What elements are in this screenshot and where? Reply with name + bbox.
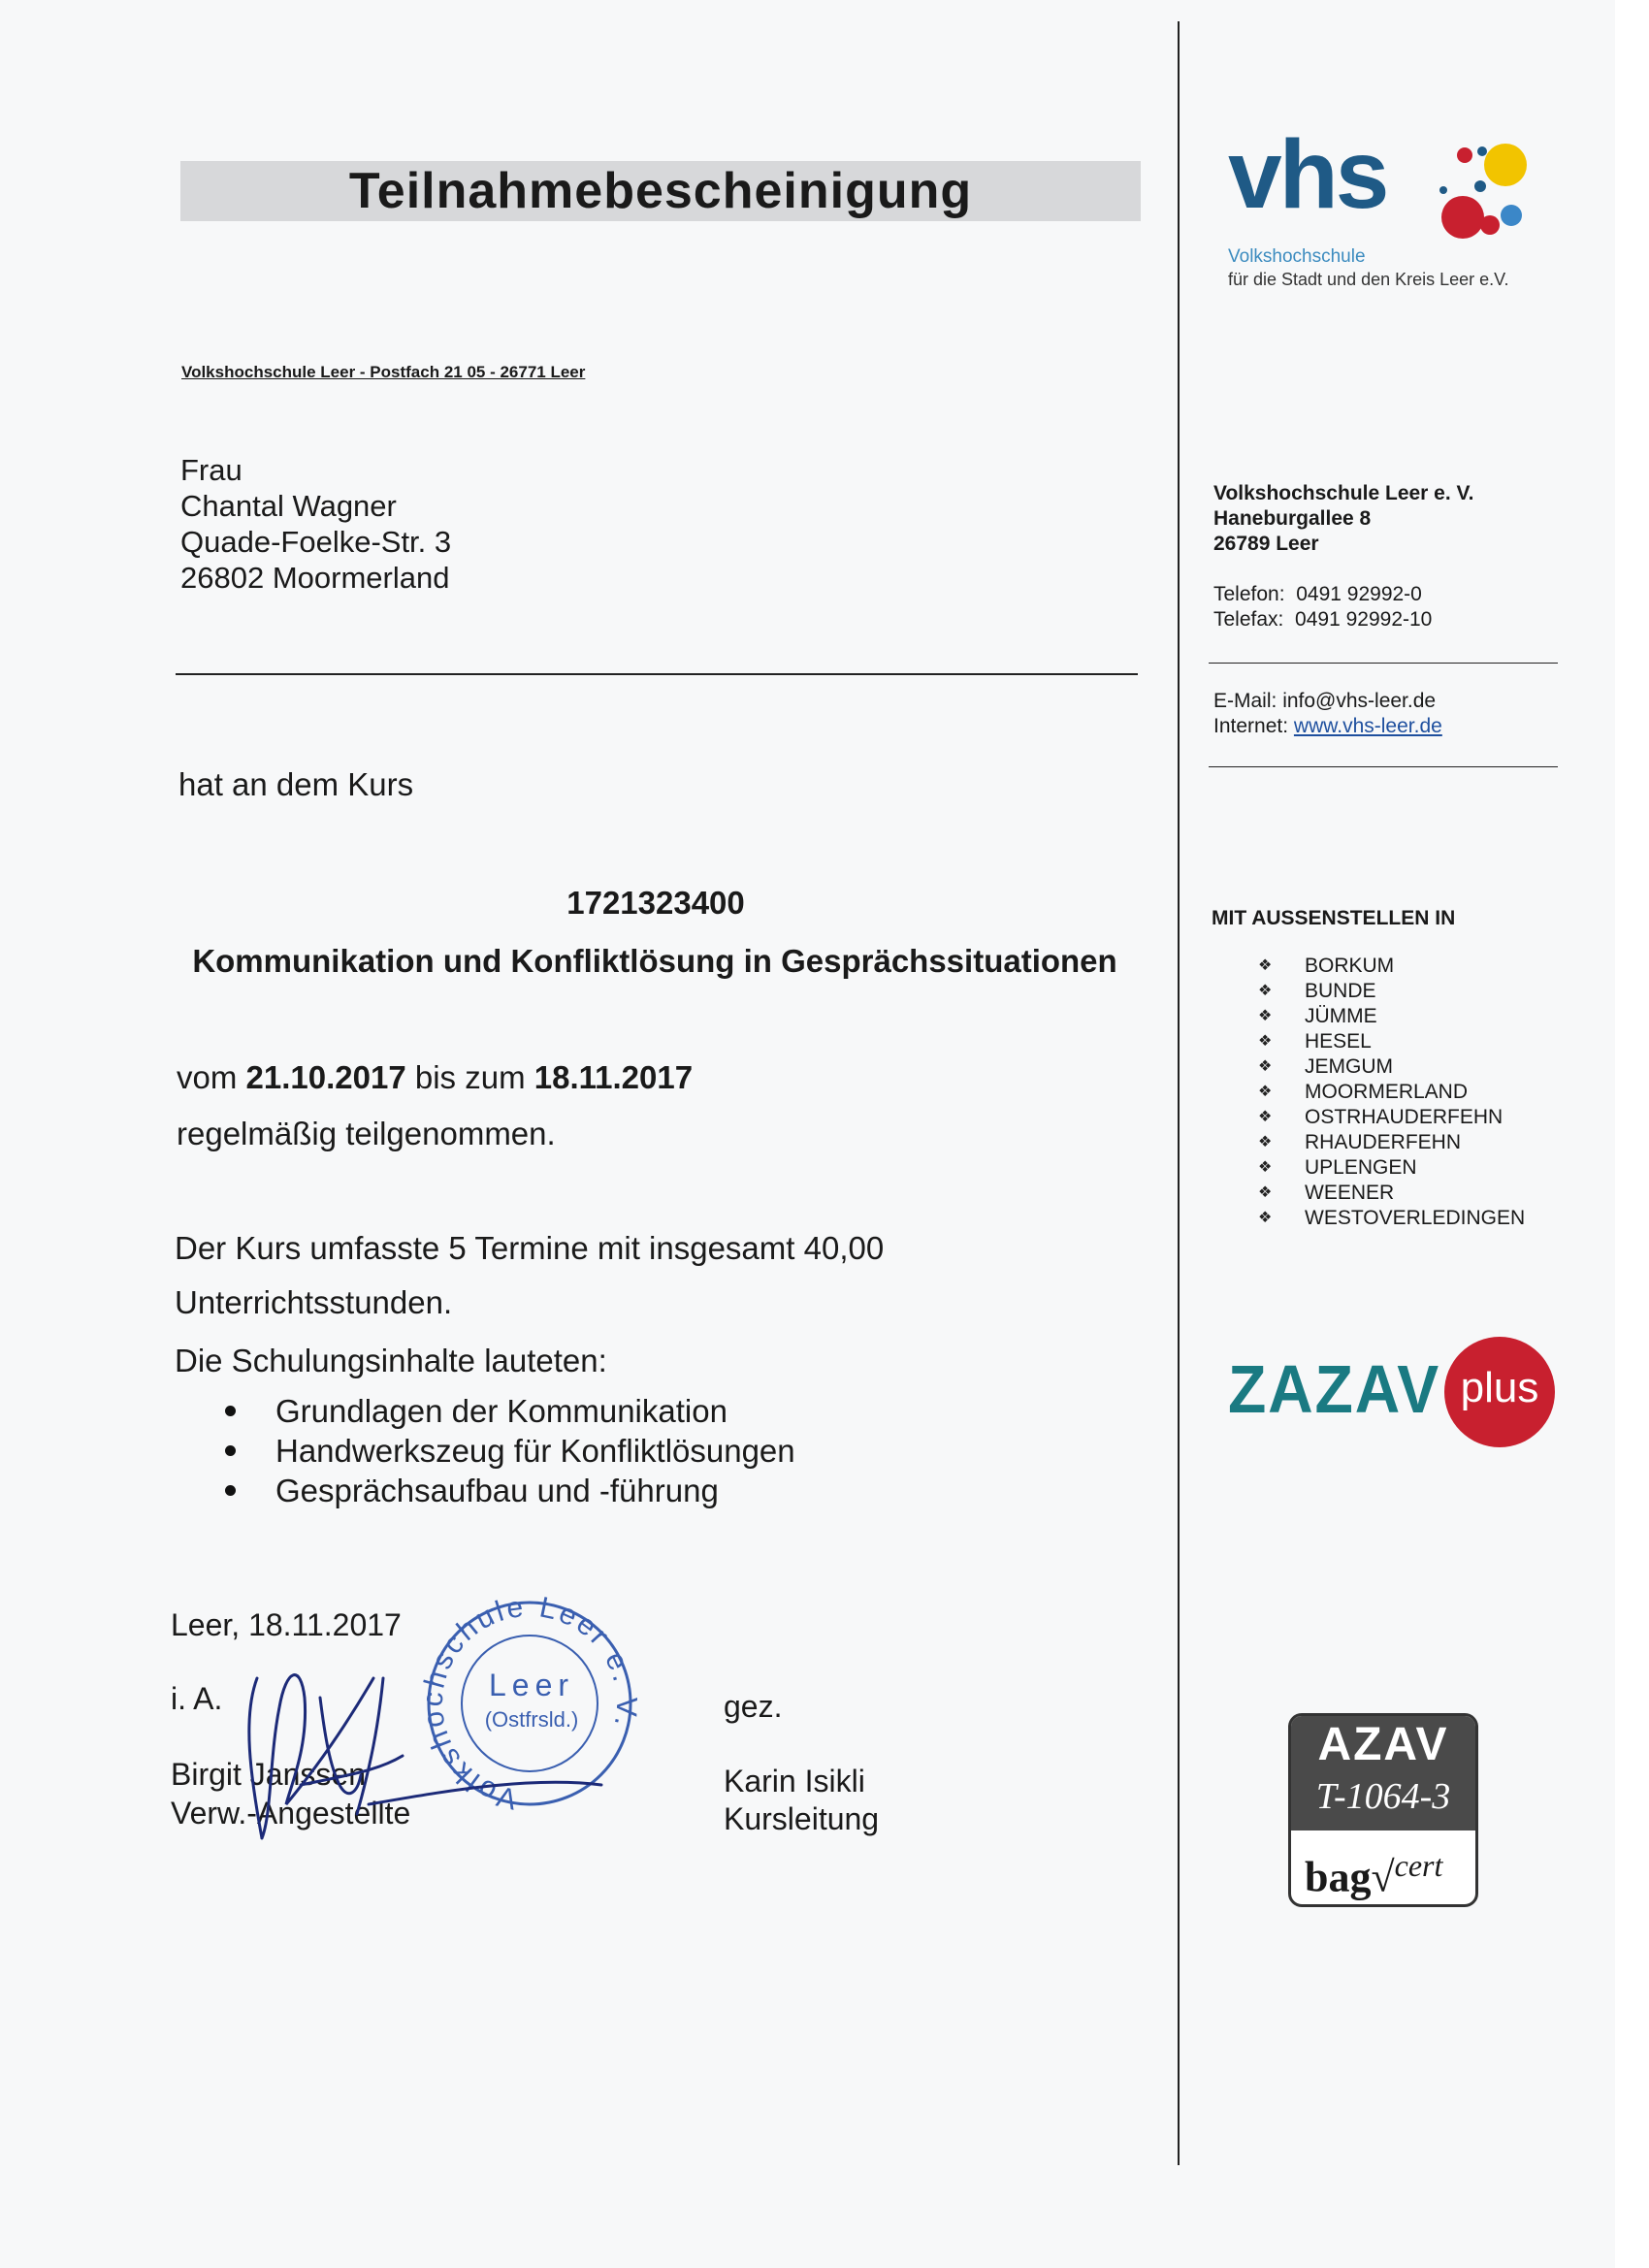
list-item: ❖ HESEL [1258,1030,1372,1053]
list-item [225,1471,795,1510]
azav-certificate-badge [1288,1713,1478,1907]
diamond-bullet-icon: ❖ [1258,1109,1273,1125]
from-date: 21.10.2017 [245,1059,406,1095]
vhs-logo-line1: Volkshochschule [1228,246,1366,267]
vhs-logo-text: vhs [1228,120,1387,229]
branches-list [1258,954,1525,1231]
bullet-icon [225,1406,236,1416]
to-label: bis zum [414,1059,526,1095]
sidebar-address [1213,481,1473,557]
phone-label: Telefon: [1213,583,1285,605]
bullet-icon [225,1485,236,1496]
fax-number: 0491 92992-10 [1295,608,1433,631]
diamond-bullet-icon: ❖ [1258,1184,1273,1201]
recipient-address [180,452,451,596]
list-item: ❖ BUNDE [1258,980,1376,1002]
list-item: ❖ BORKUM [1258,955,1395,977]
stamp-ring-textpath: Volkshochschule Leer e. V. [416,1591,643,1810]
recipient-street: Quade-Foelke-Str. 3 [180,525,452,559]
list-item-text: Handwerkszeug für Konfliktlösungen [275,1433,795,1469]
internet-label: Internet: [1213,715,1289,737]
azav-badge-header [1291,1716,1475,1831]
sidebar-online [1213,689,1442,739]
list-item-text: Grundlagen der Kommunikation [275,1393,728,1429]
azav-cert-number: T-1064-3 [1315,1776,1451,1817]
sidebar-divider [1178,21,1180,2165]
diamond-bullet-icon: ❖ [1258,957,1273,974]
leader-name: Karin Isikli [724,1764,865,1798]
list-item: ❖ RHAUDERFEHN [1258,1131,1462,1153]
check-radical-icon: √ [1371,1853,1395,1901]
course-name: Kommunikation und Konfliktlösung in Gesprächssituationen [192,943,1117,979]
azav-title: AZAV [1317,1719,1449,1770]
email-label: E-Mail: [1213,690,1277,712]
bagcert-logo [1291,1831,1475,1907]
diamond-bullet-icon: ❖ [1258,1134,1273,1150]
recipient-salutation: Frau [180,453,242,487]
list-item-text: Gesprächsaufbau und -führung [275,1473,719,1508]
contents-list [225,1391,795,1510]
to-date: 18.11.2017 [534,1059,694,1095]
course-number: 1721323400 [566,885,745,921]
list-item: ❖ OSTRHAUDERFEHN [1258,1106,1504,1128]
website-link[interactable]: www.vhs-leer.de [1293,715,1442,737]
fax-label: Telefax: [1213,608,1284,631]
signer-name: Birgit Janssen [171,1757,366,1792]
gez-label: gez. [724,1689,783,1724]
list-item: ❖ MOORMERLAND [1258,1081,1469,1103]
branches-title: MIT AUSSENSTELLEN IN [1212,907,1456,929]
vhs-logo-dots-icon [1422,136,1538,252]
diamond-bullet-icon: ❖ [1258,1058,1273,1075]
cert-text: cert [1394,1848,1443,1883]
course-intro: hat an dem Kurs [178,766,414,802]
recipient-name: Chantal Wagner [180,489,397,523]
bullet-icon [225,1445,236,1456]
participation-text: regelmäßig teilgenommen. [177,1116,556,1151]
place-date: Leer, 18.11.2017 [171,1607,402,1642]
document-title: Teilnahmebescheinigung [348,163,973,219]
list-item: ❖ WEENER [1258,1182,1395,1204]
list-item [225,1391,795,1431]
list-item: ❖ JEMGUM [1258,1055,1393,1078]
recipient-city: 26802 Moormerland [180,561,450,595]
contents-label: Die Schulungsinhalte lauteten: [175,1343,607,1378]
sender-line: Volkshochschule Leer - Postfach 21 05 - 26771 Leer [181,363,586,381]
email-value: info@vhs-leer.de [1282,690,1437,712]
list-item: ❖ WESTOVERLEDINGEN [1258,1207,1526,1229]
list-item: ❖ JÜMME [1258,1005,1377,1027]
sidebar-org-name: Volkshochschule Leer e. V. [1213,482,1474,504]
zazav-plus-text: plus [1460,1364,1539,1411]
from-label: vom [177,1059,238,1095]
signer-role: Verw.-Angestellte [171,1796,411,1831]
sidebar-street: Haneburgallee 8 [1213,507,1372,530]
list-item: ❖ UPLENGEN [1258,1156,1417,1179]
diamond-bullet-icon: ❖ [1258,1084,1273,1100]
address-divider [176,673,1138,675]
sidebar-contact [1213,582,1432,632]
phone-number: 0491 92992-0 [1296,583,1422,605]
vhs-logo-line2: für die Stadt und den Kreis Leer e.V. [1228,270,1509,289]
diamond-bullet-icon: ❖ [1258,1159,1273,1176]
list-item [225,1431,795,1471]
course-scope-line1: Der Kurs umfasste 5 Termine mit insgesamt 40,00 [175,1230,885,1266]
leader-role: Kursleitung [724,1801,880,1836]
stamp-center-line2: (Ostfrsld.) [484,1707,579,1732]
course-dates [177,1059,693,1096]
diamond-bullet-icon: ❖ [1258,1033,1273,1050]
handwritten-signature [233,1639,621,1872]
diamond-bullet-icon: ❖ [1258,1210,1273,1226]
sidebar-rule-1 [1209,663,1558,664]
sidebar-rule-2 [1209,766,1558,767]
sidebar-city: 26789 Leer [1213,533,1319,555]
zazav-logo-text: ZAZAV [1228,1351,1441,1427]
ia-label: i. A. [171,1681,223,1716]
course-scope-line2: Unterrichtsstunden. [175,1284,453,1320]
diamond-bullet-icon: ❖ [1258,1008,1273,1024]
bag-text: bag [1305,1853,1372,1901]
stamp-center-line1: Leer [488,1668,575,1702]
diamond-bullet-icon: ❖ [1258,983,1273,999]
